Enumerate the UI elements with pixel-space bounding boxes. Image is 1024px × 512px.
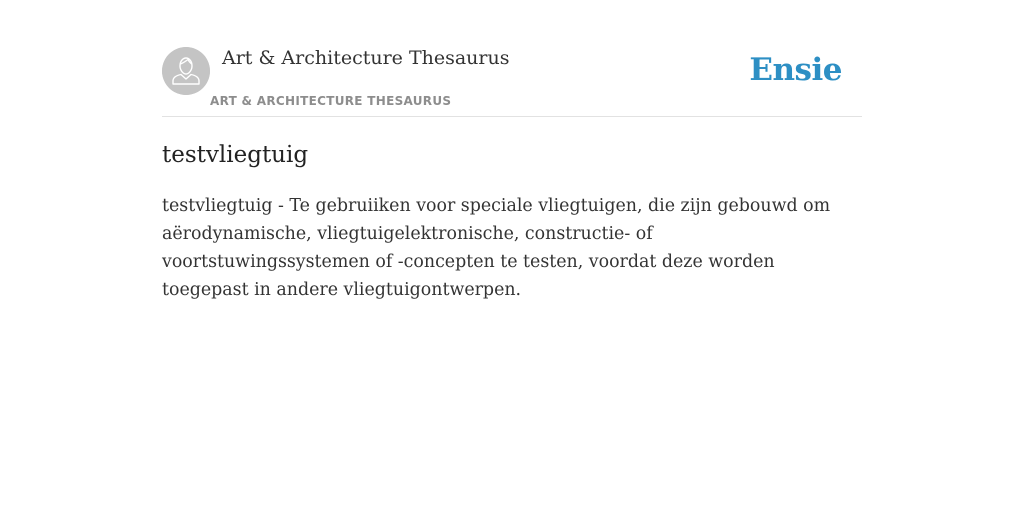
author-header [162, 40, 862, 117]
author-category-label: ART & ARCHITECTURE THESAURUS [210, 94, 452, 108]
term-definition: testvliegtuig - Te gebruiiken voor speciale vliegtuigen, die zijn gebouwd om aërodynamische, vliegtuigelektronische, constructie- of voortstuwingssystemen of -concepten te testen, voordat deze worden toegepast in andere vliegtuigontwerpen. [162, 196, 831, 300]
term-title: testvliegtuig [162, 142, 309, 168]
ensie-logo[interactable]: Ensie [749, 52, 842, 88]
author-name-link[interactable]: Art & Architecture Thesaurus [222, 47, 510, 69]
user-avatar-icon[interactable] [162, 47, 210, 95]
